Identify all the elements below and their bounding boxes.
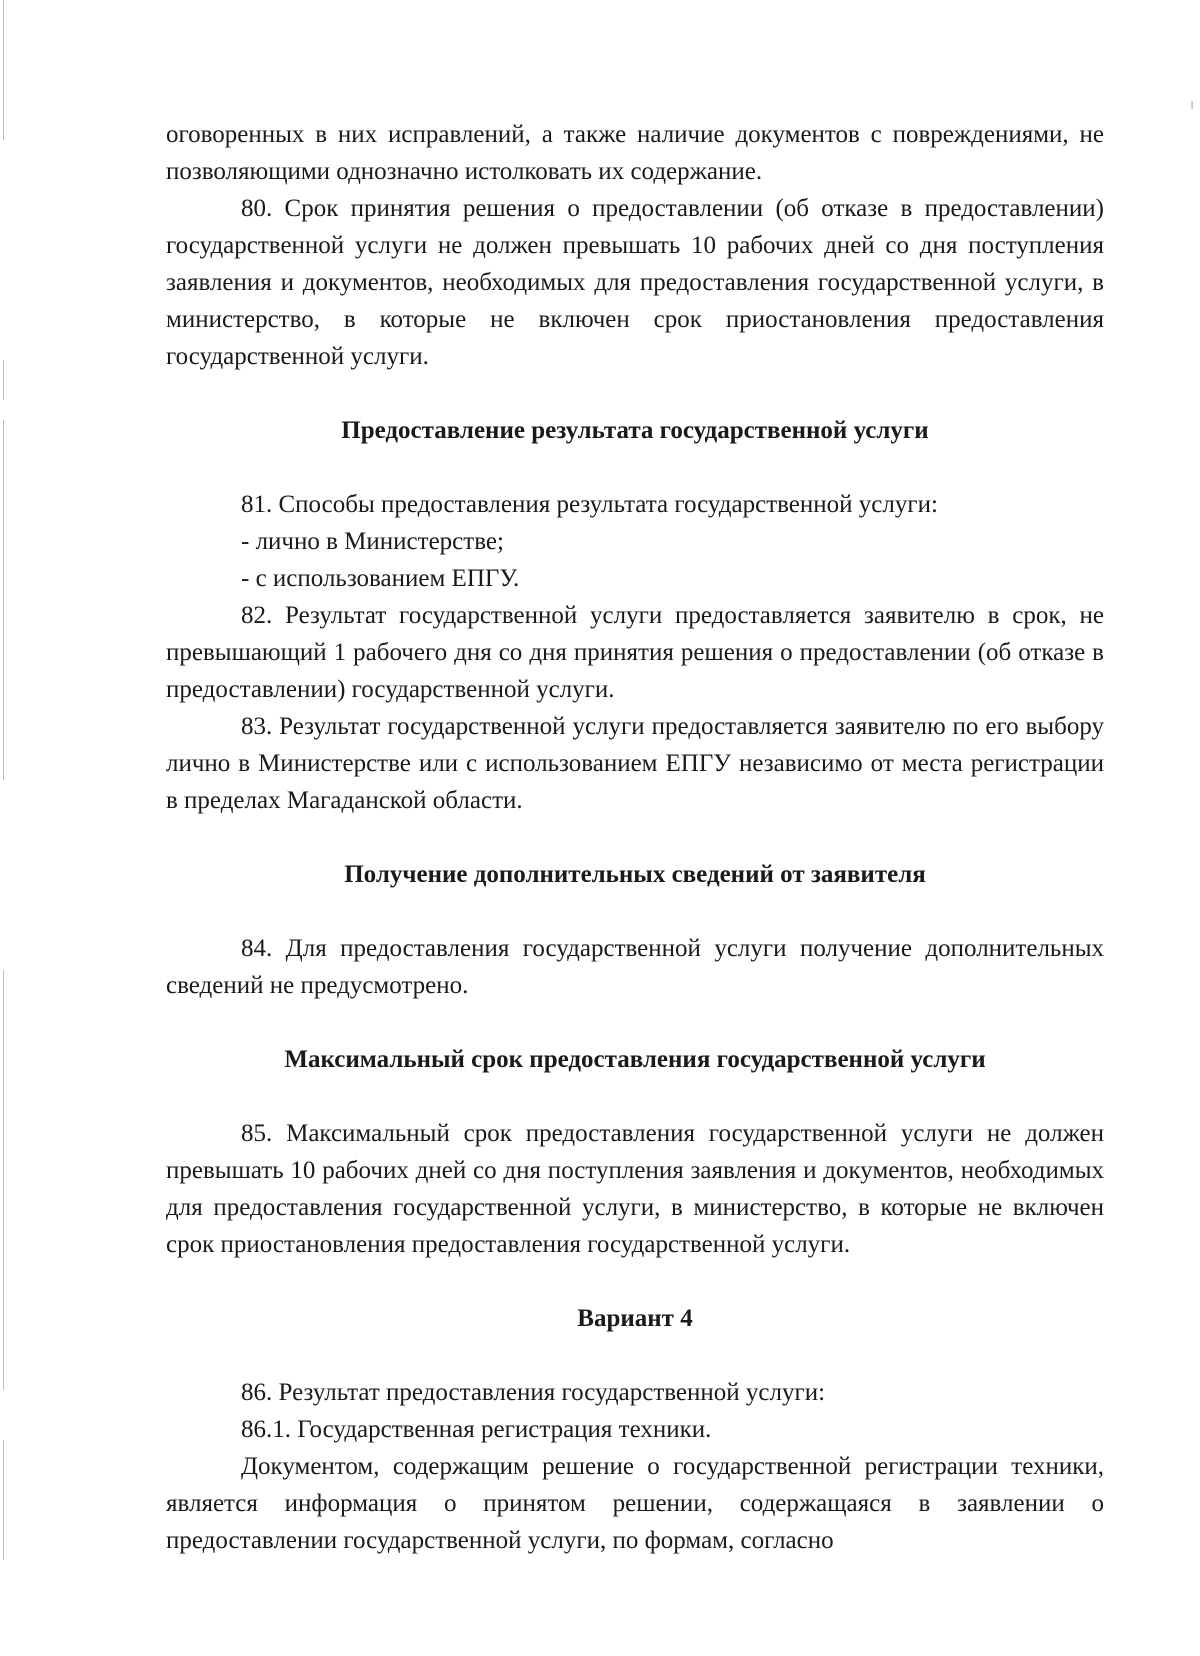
section-heading-max-term: Максимальный срок предоставления государственной услуги [284, 1046, 986, 1073]
paragraph-82: 82. Результат государственной услуги предоставляется заявителю в срок, не превышающий 1 рабочего дня со дня принятия решения о предоставлении (об отказе в предоставлении) государственной услуги. [166, 602, 1104, 703]
scan-margin-line [3, 1440, 4, 1560]
paragraph-continuation: оговоренных в них исправлений, а также наличие документов с повреждениями, не позволяющими однозначно истолковать их содержание. [166, 121, 1104, 185]
list-item: - лично в Министерстве; [241, 528, 504, 555]
section-heading-variant-4: Вариант 4 [577, 1305, 693, 1332]
paragraph-86-document: Документом, содержащим решение о государственной регистрации техники, является информация о принятом решении, содержащаяся в заявлении о предоставлении государственной услуги, по формам, согласно [166, 1453, 1104, 1554]
section-heading-additional-info: Получение дополнительных сведений от заявителя [344, 861, 926, 888]
paragraph-85: 85. Максимальный срок предоставления государственной услуги не должен превышать 10 рабочих дней со дня поступления заявления и документов, необходимых для предоставления государственной услуги, в министерство, в которые не включен срок приостановления предоставления государственной услуги. [166, 1120, 1104, 1258]
paragraph-86-1: 86.1. Государственная регистрация техники. [241, 1416, 712, 1443]
paragraph-81: 81. Способы предоставления результата государственной услуги: [241, 491, 938, 518]
scan-margin-line [3, 970, 4, 1390]
scan-margin-line [3, 360, 4, 400]
scan-margin-line [3, 0, 4, 140]
paragraph-80: 80. Срок принятия решения о предоставлении (об отказе в предоставлении) государственной услуги не должен превышать 10 рабочих дней со дня поступления заявления и документов, необходимых для предоставления государственной услуги, в министерство, в которые не включен срок приостановления предоставления государственной услуги. [166, 195, 1104, 370]
paragraph-84: 84. Для предоставления государственной услуги получение дополнительных сведений не предусмотрено. [166, 935, 1104, 999]
paragraph-86: 86. Результат предоставления государственной услуги: [241, 1379, 826, 1406]
scan-margin-mark: ı [1190, 97, 1194, 113]
document-page [166, 116, 1104, 1559]
list-item: - с использованием ЕПГУ. [241, 565, 520, 592]
section-heading-result: Предоставление результата государственной услуги [341, 417, 929, 444]
paragraph-83: 83. Результат государственной услуги предоставляется заявителю по его выбору лично в Министерстве или с использованием ЕПГУ независимо от места регистрации в пределах Магаданской области. [166, 713, 1104, 814]
scan-margin-line [3, 420, 4, 780]
